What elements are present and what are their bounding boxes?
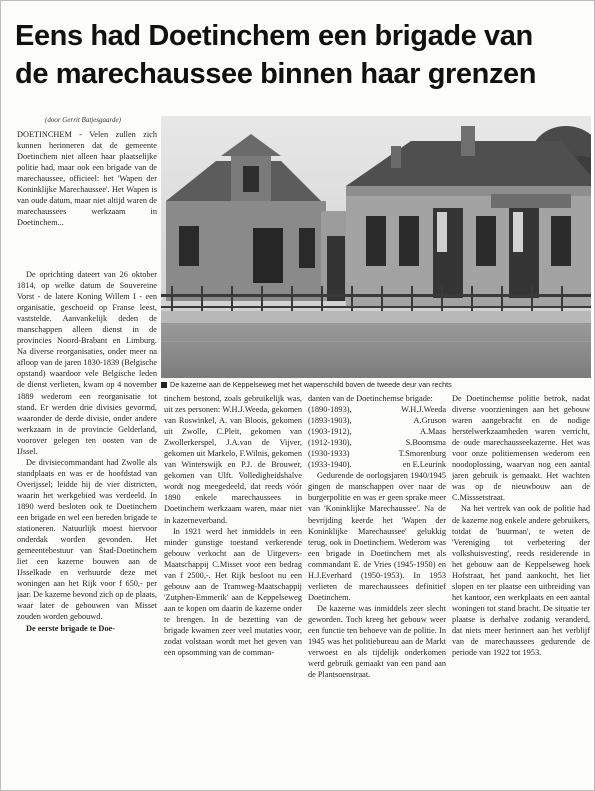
commander-name: A.Gruson [413,416,446,426]
column-1 [17,269,157,634]
commander-name: A.Maas [419,427,446,437]
dateline: DOETINCHEM - [17,130,82,139]
paragraph-1921: In 1921 werd het inmiddels in een minder gunstige toestand verkerende gebouw verkocht aan de Uitgevers-Maatschappij C.Misset voor een bedrag van f 2500,-. Het Rijk besloot nu een gebouw aan de Tramweg-Maatschappij 'Zutphen-Emmerik' aan de Keppelseweg aan te kopen om daarin de kazerne onder te brengen. In de bezetting van de brigade kwamen zeer veel mutaties voor, zodat volstaan wordt met het geven van een opsomming van de comman- [164,526,302,658]
commander-name: T.Smorenburg [398,449,446,459]
caption-text: De kazerne aan de Keppelseweg met het wapenschild boven de tweede deur van rechts [170,380,452,389]
commander-years: (1893-1903), [308,416,352,426]
paragraph-commandants-intro: danten van de Doetinchemse brigade: [308,394,433,403]
photo-caption [161,380,591,389]
article-headline [15,17,585,93]
paragraph-divisiecommandant: De divisiecommandant had Zwolle als standplaats en was er de hoofdstad van Overijssel; leidde hij de vier districten, waarin het werkgebied was verdeeld. In 1890 werd besloten ook te Doetinchem een brigade en wel een bereden brigade te stationeren. Natuurlijk moest hiervoor onderdak worden gevonden. Het gemeentebestuur van Stad-Doetinchem liet een kazerne bouwen aan de IJsselkade en verhuurde deze met woningen aan het Rijk voor f 650,- per jaar. De kazerne bevond zich op de plaats, waar later de gebouwen van Misset zouden worden gebouwd. [17,457,157,622]
commander-years: (1890-1893), [308,405,352,415]
commander-name: S.Boomsma [405,438,446,448]
commanders-list [308,404,446,470]
paragraph-brigade-members: tinchem bestond, zoals gebruikelijk was, uit zes personen: W.H.J.Weeda, gekomen van Roswinkel, A. van Bloois, gekomen uit Zwolle, C.Pleit, gekomen van Zwollerkerspel, J.A.van de Vijver, gekomen uit Markelo, F.Wilnis, gekomen van Winterswijk en P.J. de Brouwer, gekomen van Ulft. Volledigheidshalve wordt nog meegedeeld, dat reeds vóór 1890 enkele marechaussees in Doetinchem werkzaam waren, maar niet in kazerneverband. [164,394,302,525]
commander-years: (1912-1930), [308,438,352,448]
caption-bullet [161,382,167,388]
paragraph-vertrek: Na het vertrek van ook de politie had de kazerne nog enkele andere gebruikers, totdat de 'buurman', te weten de 'Vereniging tot verbetering der volkshuisvesting', reeds residerende in het gebouw aan de Keppelseweg hoek Hofstraat, het pand aankocht, het liet slopen en ter plaatse een uitbreiding van het kantoor, een werkplaats en een aantal woningen tot stand bracht. De situatie ter plaatse is derhalve zodanig veranderd, dat niets meer herinnert aan het verblijf van de marechaussees gedurende de periode van 1922 tot 1953. [452,504,590,658]
paragraph-oorlogsjaren: Gedurende de oorlogsjaren 1940/1945 gingen de manschappen over naar de burgerpolitie en was er geen sprake meer van 'Koninklijke Marechaussee'. Na de bevrijding keerde het 'Wapen der Koninklijke Marechaussee' gelukkig terug, ook in Doetinchem. Wederom was een brigade in Doetinchem met als commandant E. de Vries (1945-1950) en H.J.Everhard (1950-1953). In 1953 verlieten de marechaussees definitief Doetinchem. [308,471,446,602]
paragraph-politie: De Doetinchemse politie betrok, nadat diverse voorzieningen aan het gebouw waren aangebracht en de nodige herstelwerkzaamheden waren verricht, de oude marechausseekazerne. Het was voor onze politiemensen wederom een noodoplossing, waarvan nog een aantal jaren gebruik is gemaakt. Het wachten was op de nieuwbouw aan de C.Misssetstraat. [452,394,590,503]
column-4 [452,393,590,658]
paragraph-kazerne-slecht: De kazerne was inmiddels zeer slecht geworden. Toch kreeg het gebouw weer een functie ten behoeve van de politie. In 1945 was het politiebureau aan de Markt verwoest en als tijdelijk onderkomen werd gebruik gemaakt van een pand aan de Plantsoenstraat. [308,603,446,680]
barracks-photo [161,116,591,378]
column-3 [308,393,446,680]
paragraph-oprichting: De oprichting dateert van 26 oktober 1814, op welke datum de Souvereine Vorst - de latere Koning Willem I - een organisatie, geschoeid op Franse leest, vaststelde. Aanvankelijk deden de manschappen alleen dienst in de provincies Noord-Brabant en Limburg. Na diverse reorganisaties, onder meer na afloop van de jaren 1830-1839 (Belgische opstand) waardoor vele Belgische leden de dienst verlieten, kwam op 4 november 1889 wederom een reorganisatie tot stand. Er werden drie divisies gevormd, waaronder de derde divisie, onder andere werkzaam in de provincie Gelderland, voorover gelegen ten oosten van de IJssel. [17,270,157,456]
commander-years: (1930-1933) [308,449,350,459]
commander-years: (1903-1912), [308,427,352,437]
commander-years: (1933-1940). [308,460,352,470]
headline-line-2: de marechaussee binnen haar grenzen [15,58,537,90]
headline-line-1: Eens had Doetinchem een brigade van [15,20,533,52]
barracks-building-image [161,116,591,378]
byline: (door Gerrit Batjesgaarde) [45,116,121,124]
column-2 [164,393,302,658]
intro-text: Velen zullen zich kunnen herinneren dat de gemeente Doetinchem niet alleen haar plaatselijke politie had, maar ook een brigade van de marechaussee, officieel: het 'Wapen der Koninklijke Marechaussee'. Het Wapen is van oude datum, maar niet altijd waren de marechaussees werkzaam in Doetinchem... [17,130,157,228]
commander-name: W.H.J.Weeda [401,405,446,415]
paragraph-eerste-brigade: De eerste brigade te Doe- [26,623,115,633]
commander-name: en E.Leurink [402,460,446,470]
intro-paragraph [17,129,157,228]
